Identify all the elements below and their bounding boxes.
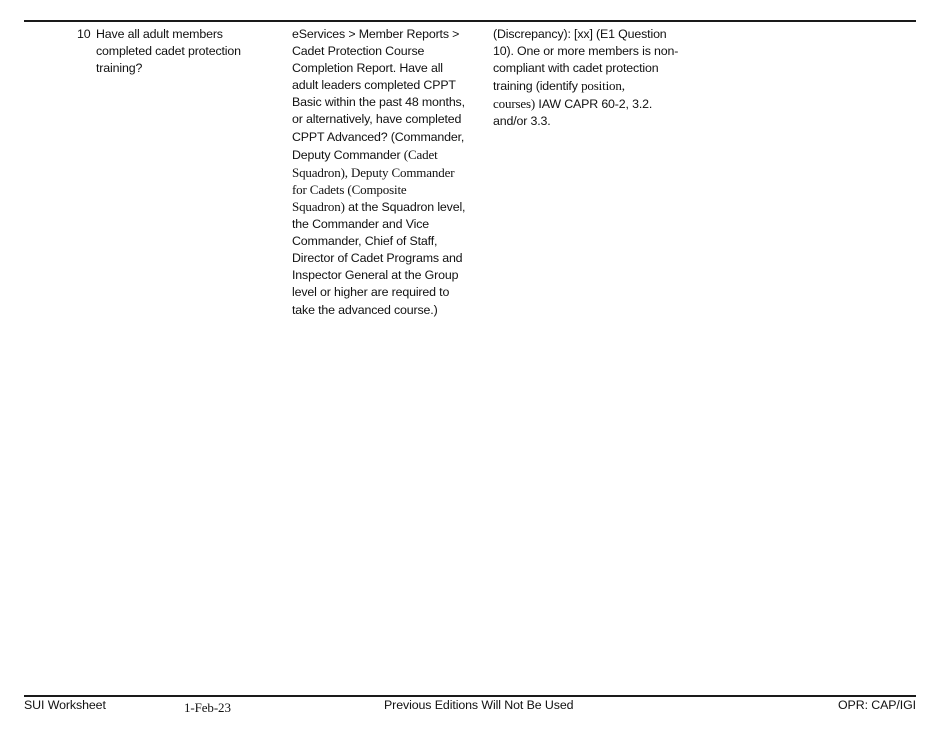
- question-text: [96, 26, 266, 77]
- footer-form-name: SUI Worksheet: [24, 698, 106, 712]
- reference-line: adult leaders completed CPPT: [292, 78, 456, 93]
- discrepancy-segment-serif: courses): [493, 96, 536, 112]
- question-line: training?: [96, 61, 143, 76]
- reference-segment-serif: (Cadet: [403, 146, 438, 162]
- reference-segment: Deputy Commander: [292, 147, 404, 162]
- reference-line: Squadron), Deputy Commander: [292, 164, 455, 180]
- discrepancy-line: and/or 3.3.: [493, 114, 551, 129]
- question-line: Have all adult members: [96, 27, 223, 41]
- reference-line: for Cadets (Composite: [292, 181, 407, 197]
- reference-segment: at the Squadron level,: [344, 199, 466, 214]
- discrepancy-line: compliant with cadet protection: [493, 61, 659, 76]
- discrepancy-text: [493, 26, 695, 131]
- reference-line: CPPT Advanced? (Commander,: [292, 129, 465, 144]
- discrepancy-line: [493, 77, 695, 95]
- discrepancy-line: [493, 95, 695, 113]
- bottom-divider: [24, 695, 916, 697]
- footer-date: 1-Feb-23: [184, 700, 231, 715]
- reference-segment-serif: Squadron): [292, 198, 345, 214]
- discrepancy-segment: training (identify: [493, 79, 582, 94]
- reference-line: eServices > Member Reports >: [292, 27, 460, 41]
- reference-line: take the advanced course.): [292, 302, 438, 317]
- reference-line: level or higher are required to: [292, 285, 450, 300]
- reference-line: the Commander and Vice: [292, 217, 429, 232]
- footer-opr: OPR: CAP/IGI: [838, 698, 916, 712]
- top-divider: [24, 20, 916, 22]
- reference-line: [292, 198, 486, 216]
- question-line: completed cadet protection: [96, 44, 241, 59]
- reference-line: [292, 146, 486, 164]
- discrepancy-segment-serif: position,: [581, 78, 625, 94]
- discrepancy-line: (Discrepancy): [xx] (E1 Question: [493, 27, 667, 41]
- reference-line: Commander, Chief of Staff,: [292, 234, 438, 249]
- reference-line: Director of Cadet Programs and: [292, 251, 463, 266]
- reference-line: Basic within the past 48 months,: [292, 95, 465, 110]
- reference-text: [292, 26, 486, 319]
- reference-line: Completion Report. Have all: [292, 61, 443, 76]
- reference-line: Cadet Protection Course: [292, 44, 425, 59]
- reference-line: or alternatively, have completed: [292, 112, 462, 127]
- question-number: 10: [77, 27, 91, 41]
- discrepancy-line: 10). One or more members is non-: [493, 44, 679, 59]
- discrepancy-segment: IAW CAPR 60-2, 3.2.: [535, 97, 653, 112]
- footer-notice: Previous Editions Will Not Be Used: [384, 698, 574, 712]
- reference-line: Inspector General at the Group: [292, 268, 459, 283]
